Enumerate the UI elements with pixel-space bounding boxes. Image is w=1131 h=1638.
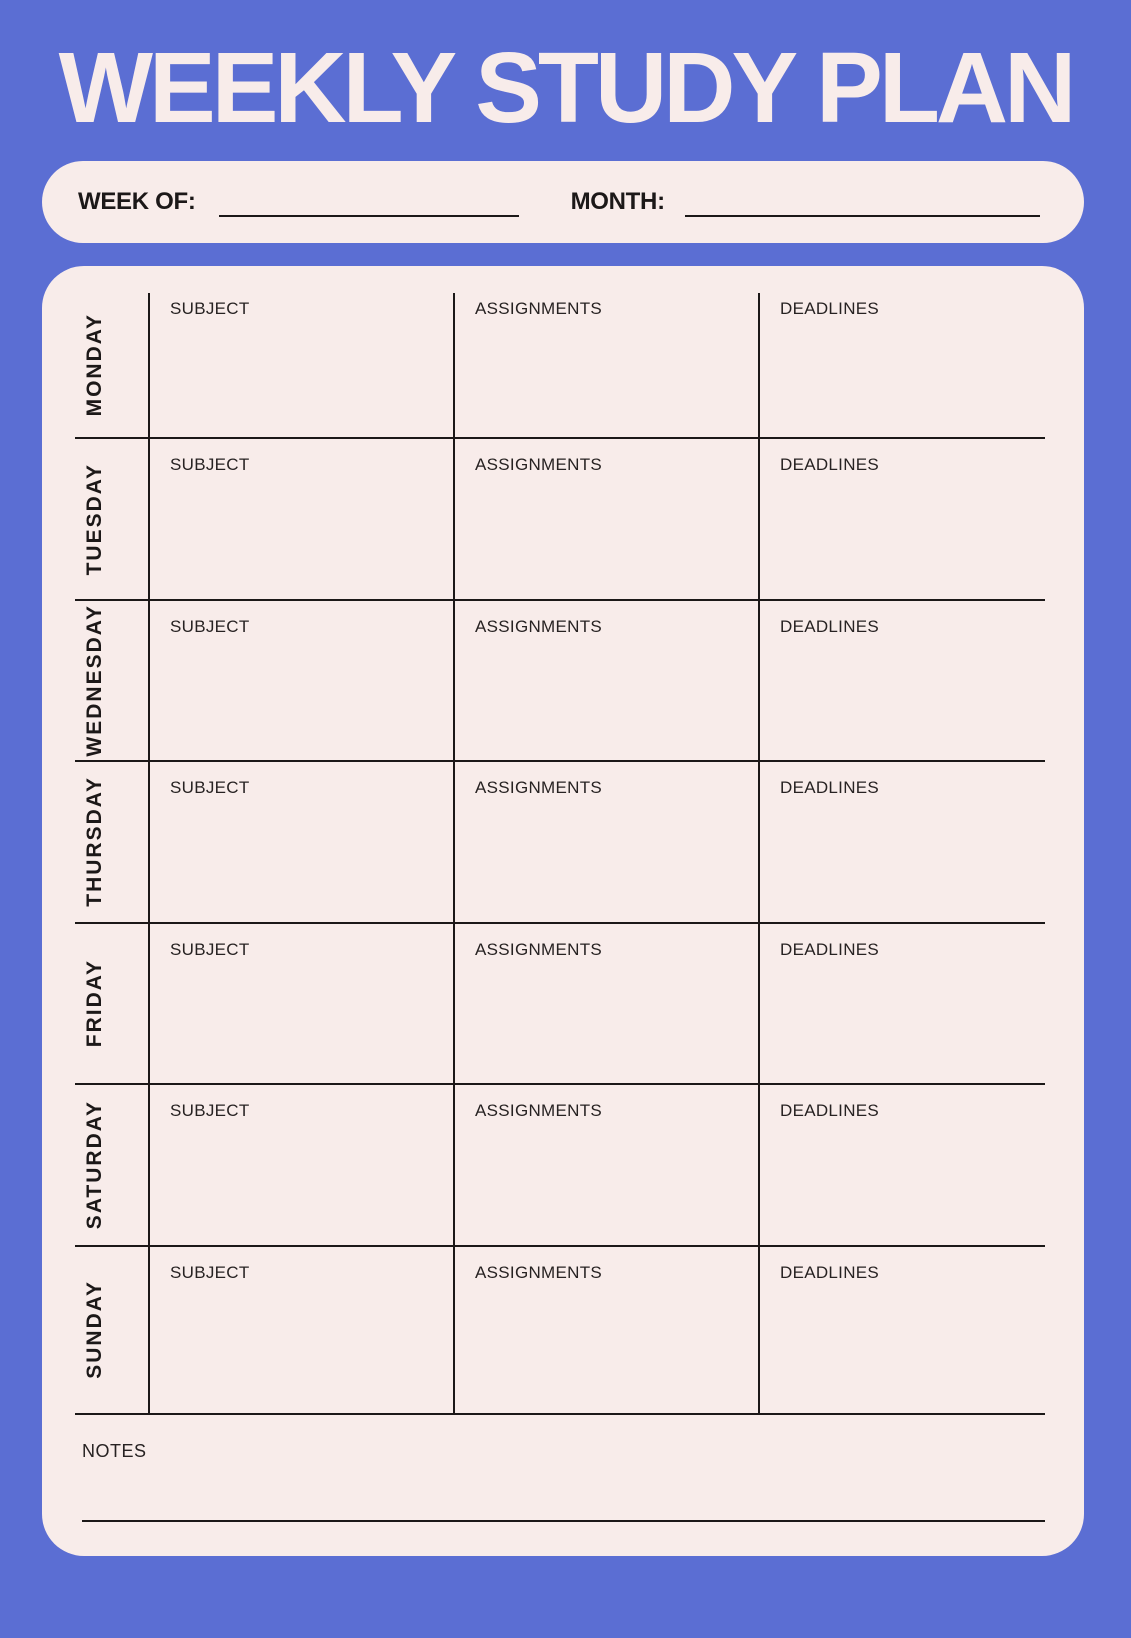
deadlines-column-header: DEADLINES [780, 1101, 880, 1120]
planner-table [75, 293, 1045, 1415]
tuesday-subject-cell[interactable] [148, 439, 453, 599]
week-month-bar [42, 161, 1084, 243]
subject-column-header: SUBJECT [170, 1101, 250, 1120]
week-of-input-line[interactable] [219, 187, 519, 217]
table-row-sunday [75, 1247, 1045, 1415]
day-label-thursday: THURSDAY [83, 776, 106, 908]
assignments-column-header: ASSIGNMENTS [475, 616, 603, 636]
subject-column-header: SUBJECT [170, 778, 250, 797]
week-of-label: WEEK OF: [78, 188, 196, 215]
deadlines-column-header: DEADLINES [780, 455, 880, 474]
notes-label: NOTES [82, 1440, 147, 1461]
assignments-column-header: ASSIGNMENTS [475, 1262, 603, 1282]
tuesday-deadlines-cell[interactable] [758, 439, 1045, 599]
friday-subject-cell[interactable] [148, 924, 453, 1084]
friday-assignments-cell[interactable] [453, 924, 758, 1084]
deadlines-column-header: DEADLINES [780, 299, 880, 318]
subject-column-header: SUBJECT [170, 616, 250, 636]
day-label-friday: FRIDAY [83, 959, 106, 1048]
subject-column-header: SUBJECT [170, 455, 250, 474]
table-row-thursday [75, 762, 1045, 924]
wednesday-deadlines-cell[interactable] [758, 601, 1045, 761]
day-label-monday: MONDAY [83, 313, 106, 417]
table-row-wednesday [75, 601, 1045, 763]
day-label-tuesday: TUESDAY [83, 462, 106, 575]
notes-input-line[interactable] [82, 1520, 1045, 1522]
tuesday-assignments-cell[interactable] [453, 439, 758, 599]
thursday-assignments-cell[interactable] [453, 762, 758, 922]
monday-deadlines-cell[interactable] [758, 293, 1045, 437]
subject-column-header: SUBJECT [170, 299, 250, 318]
month-input-line[interactable] [685, 187, 1040, 217]
subject-column-header: SUBJECT [170, 939, 250, 959]
deadlines-column-header: DEADLINES [780, 1262, 880, 1282]
table-row-friday [75, 924, 1045, 1086]
deadlines-column-header: DEADLINES [780, 778, 880, 797]
day-label-sunday: SUNDAY [83, 1280, 106, 1379]
deadlines-column-header: DEADLINES [780, 616, 880, 636]
planner-panel [42, 266, 1084, 1556]
sunday-assignments-cell[interactable] [453, 1247, 758, 1413]
assignments-column-header: ASSIGNMENTS [475, 455, 603, 474]
sunday-subject-cell[interactable] [148, 1247, 453, 1413]
saturday-subject-cell[interactable] [148, 1085, 453, 1245]
assignments-column-header: ASSIGNMENTS [475, 939, 603, 959]
wednesday-subject-cell[interactable] [148, 601, 453, 761]
table-row-saturday [75, 1085, 1045, 1247]
thursday-subject-cell[interactable] [148, 762, 453, 922]
subject-column-header: SUBJECT [170, 1262, 250, 1282]
wednesday-assignments-cell[interactable] [453, 601, 758, 761]
saturday-deadlines-cell[interactable] [758, 1085, 1045, 1245]
page-title: WEEKLY STUDY PLAN [58, 32, 1073, 144]
monday-subject-cell[interactable] [148, 293, 453, 437]
assignments-column-header: ASSIGNMENTS [475, 778, 603, 797]
friday-deadlines-cell[interactable] [758, 924, 1045, 1084]
day-label-wednesday: WEDNESDAY [83, 603, 106, 757]
thursday-deadlines-cell[interactable] [758, 762, 1045, 922]
monday-assignments-cell[interactable] [453, 293, 758, 437]
month-label: MONTH: [570, 188, 665, 215]
sunday-deadlines-cell[interactable] [758, 1247, 1045, 1413]
notes-section [75, 1441, 1045, 1522]
day-label-saturday: SATURDAY [83, 1100, 106, 1230]
assignments-column-header: ASSIGNMENTS [475, 299, 603, 318]
table-row-monday [75, 293, 1045, 439]
assignments-column-header: ASSIGNMENTS [475, 1101, 603, 1120]
saturday-assignments-cell[interactable] [453, 1085, 758, 1245]
table-row-tuesday [75, 439, 1045, 601]
deadlines-column-header: DEADLINES [780, 939, 880, 959]
